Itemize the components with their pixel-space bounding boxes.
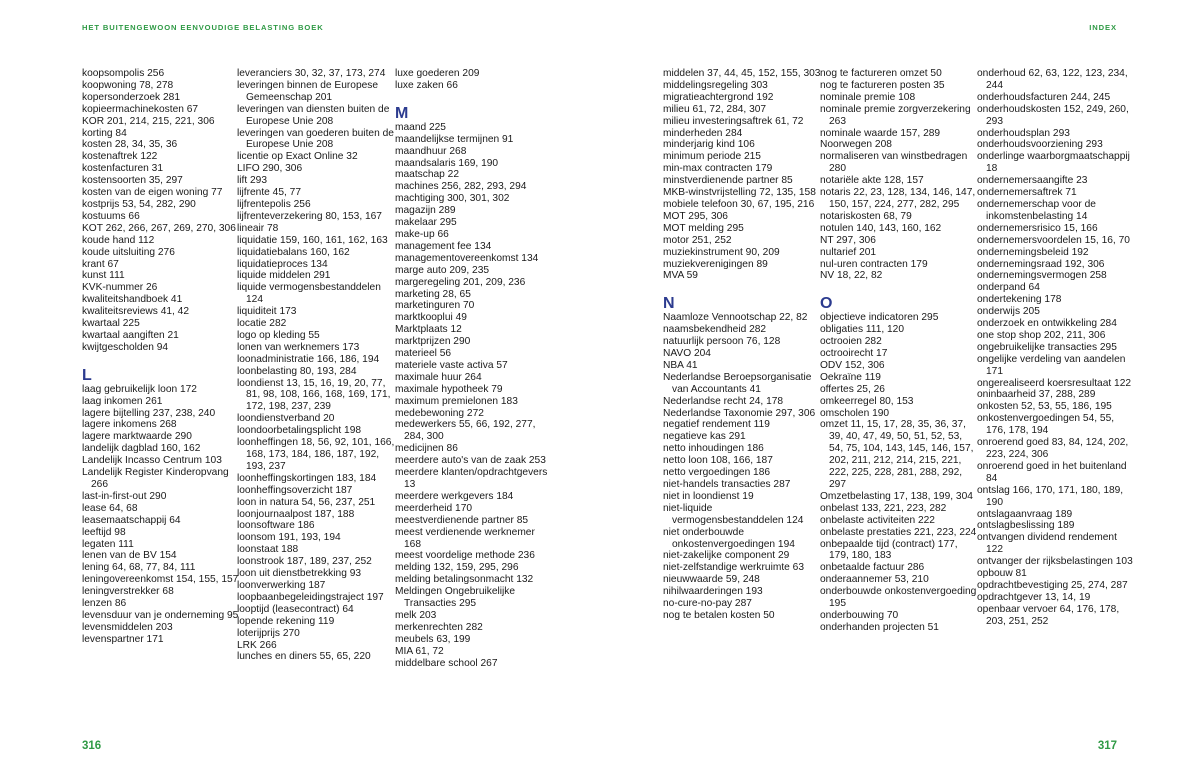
index-entry: medicijnen 86: [395, 443, 458, 455]
index-entry: one stop shop 202, 211, 306: [977, 329, 1106, 341]
index-entry: meest voordelige methode 236: [395, 550, 535, 562]
index-entry: medewerkers 55, 66, 192, 277, 284, 300: [395, 419, 536, 443]
index-entry: netto inhoudingen 186: [663, 443, 764, 455]
index-entry: lease 64, 68: [82, 502, 138, 514]
index-entry: onderhoudsfacturen 244, 245: [977, 91, 1111, 103]
index-entry: kostenaftrek 122: [82, 151, 158, 163]
index-entry: niet in loondienst 19: [663, 490, 754, 502]
index-entry: MKB-winstvrijstelling 72, 135, 158: [663, 187, 816, 199]
index-entry: ongerealiseerd koersresultaat 122: [977, 377, 1132, 389]
index-entry: Nederlandse Taxonomie 297, 306: [663, 407, 816, 419]
index-entry: niet-liquide vermogensbestanddelen 124: [663, 502, 804, 526]
index-entry: onbelaste prestaties 221, 223, 224: [820, 526, 977, 538]
index-entry: lening 64, 68, 77, 84, 111: [82, 562, 196, 574]
index-entry: liquide vermogensbestanddelen 124: [237, 282, 381, 306]
index-entry: maximale huur 264: [395, 371, 482, 383]
index-entry: naamsbekendheid 282: [663, 324, 767, 336]
index-entry: kwartaal 225: [82, 318, 140, 330]
index-entry: laag inkomen 261: [82, 395, 163, 407]
index-entry: loondoorbetalingsplicht 198: [237, 425, 362, 437]
index-entry: liquidatiebalans 160, 162: [237, 246, 350, 258]
index-entry: lijfrente 45, 77: [237, 187, 301, 199]
index-entry: Meldingen Ongebruikelijke Transacties 295: [395, 586, 516, 610]
index-entry: ontslagaanvraag 189: [977, 508, 1073, 520]
index-entry: octrooien 282: [820, 336, 882, 348]
index-entry: meest verdienende werknemer 168: [395, 526, 535, 550]
index-entry: korting 84: [82, 127, 127, 139]
index-entry: onderzoek en ontwikkeling 284: [977, 318, 1117, 330]
index-entry: no-cure-no-pay 287: [663, 598, 752, 610]
index-entry: objectieve indicatoren 295: [820, 312, 939, 324]
index-entry: leveringen van diensten buiten de Europese Unie 208: [237, 103, 390, 127]
index-entry: koopsompolis 256: [82, 68, 165, 79]
index-entry: lenzen 86: [82, 598, 127, 610]
index-entry: ondernemerschap voor de inkomstenbelasting 14: [977, 198, 1096, 222]
index-entry: omzet 11, 15, 17, 28, 35, 36, 37, 39, 40, 47, 49, 50, 51, 52, 53, 54, 75, 104, 143, 145, 146, 157, 202, 211, 212, 214, 215, 221, 222, 225, 228, 281, 288, 292, 297: [820, 419, 974, 490]
index-entry: materiele vaste activa 57: [395, 359, 508, 371]
index-entry: minimum periode 215: [663, 151, 761, 163]
index-entry: NT 297, 306: [820, 234, 876, 246]
index-entry: liquidatieproces 134: [237, 258, 328, 270]
index-entry: kwartaal aangiften 21: [82, 329, 179, 341]
index-entry: kostuums 66: [82, 210, 140, 222]
index-entry: ondernemersaangifte 23: [977, 175, 1088, 187]
index-entry: merkenrechten 282: [395, 621, 483, 633]
index-entry: machines 256, 282, 293, 294: [395, 181, 527, 193]
index-entry: ongebruikelijke transacties 295: [977, 341, 1117, 353]
index-entry: maandsalaris 169, 190: [395, 157, 499, 169]
index-entry: nog te betalen kosten 50: [663, 609, 775, 621]
index-entry: loonsoftware 186: [237, 520, 315, 532]
index-letter-heading: M: [395, 104, 409, 122]
index-entry: lagere inkomens 268: [82, 419, 177, 431]
index-entry: nog te factureren posten 35: [820, 79, 945, 91]
index-entry: min-max contracten 179: [663, 163, 773, 175]
index-entry: margeregeling 201, 209, 236: [395, 276, 526, 288]
index-entry: loonjournaalpost 187, 188: [237, 508, 355, 520]
index-entry: managementovereenkomst 134: [395, 252, 539, 264]
index-entry: onkostenvergoedingen 54, 55, 176, 178, 194: [977, 413, 1115, 437]
index-entry: onderhoudskosten 152, 249, 260, 293: [977, 103, 1129, 127]
index-entry: maximale hypotheek 79: [395, 383, 503, 395]
index-entry: loonbelasting 80, 193, 284: [237, 365, 357, 377]
index-entry: openbaar vervoer 64, 176, 178, 203, 251, 252: [977, 603, 1120, 627]
index-entry: onderwijs 205: [977, 306, 1040, 318]
index-entry: obligaties 111, 120: [820, 324, 905, 336]
index-entry: LRK 266: [237, 639, 277, 651]
index-entry: luxe zaken 66: [395, 79, 458, 91]
index-entry: koopwoning 78, 278: [82, 79, 174, 91]
index-entry: opdrachtgever 13, 14, 19: [977, 591, 1091, 603]
index-entry: offertes 25, 26: [820, 383, 885, 395]
index-entry: onderhanden projecten 51: [820, 621, 939, 633]
index-entry: laag gebruikelijk loon 172: [82, 383, 197, 395]
index-entry: kwaliteitsreviews 41, 42: [82, 306, 190, 318]
index-entry: KVK-nummer 26: [82, 282, 158, 294]
index-entry: oninbaarheid 37, 288, 289: [977, 389, 1096, 401]
index-entry: loondienstverband 20: [237, 413, 335, 425]
index-entry: meerdere klanten/opdrachtgevers 13: [395, 467, 548, 490]
index-entry: leveringen van goederen buiten de Europese Unie 208: [237, 127, 394, 151]
index-entry: loonheffingsoverzicht 187: [237, 484, 353, 496]
index-entry: Nederlandse recht 24, 178: [663, 395, 784, 407]
index-entry: onderaannemer 53, 210: [820, 574, 929, 586]
index-entry: ondertekening 178: [977, 294, 1062, 306]
index-entry: maandhuur 268: [395, 145, 467, 157]
index-entry: onderhoudsvoorziening 293: [977, 139, 1103, 151]
index-entry: melk 203: [395, 609, 437, 621]
index-entry: MOT melding 295: [663, 222, 744, 234]
index-entry: ongelijke verdeling van aandelen 171: [977, 353, 1126, 377]
index-entry: legaten 111: [82, 538, 134, 550]
index-entry: lunches en diners 55, 65, 220: [237, 651, 371, 663]
index-entry: KOR 201, 214, 215, 221, 306: [82, 115, 215, 127]
index-column-3: [395, 68, 553, 670]
index-entry: leveringen binnen de Europese Gemeenschap 201: [237, 79, 379, 103]
index-entry: krant 67: [82, 258, 119, 270]
index-entry: LIFO 290, 306: [237, 163, 303, 175]
index-entry: middelen 37, 44, 45, 152, 155, 303: [663, 68, 821, 79]
index-entry: minderjarig kind 106: [663, 139, 755, 151]
index-entry: onderhoudsplan 293: [977, 127, 1070, 139]
index-entry: Landelijk Register Kinderopvang 266: [82, 467, 229, 490]
index-entry: ondernemingsraad 192, 306: [977, 258, 1105, 270]
index-entry: lineair 78: [237, 222, 279, 234]
index-entry: omkeerregel 80, 153: [820, 395, 914, 407]
index-entry: middelbare school 267: [395, 657, 498, 669]
index-column-4: [663, 68, 821, 622]
index-entry: logo op kleding 55: [237, 329, 320, 341]
index-entry: opbouw 81: [977, 568, 1027, 580]
index-entry: machtiging 300, 301, 302: [395, 193, 510, 205]
index-entry: kosten van de eigen woning 77: [82, 187, 223, 199]
index-entry: onkosten 52, 53, 55, 186, 195: [977, 401, 1112, 413]
index-entry: minderheden 284: [663, 127, 743, 139]
index-entry: leeftijd 98: [82, 526, 126, 538]
index-entry: niet-zakelijke component 29: [663, 550, 790, 562]
index-entry: onderhoud 62, 63, 122, 123, 234, 244: [977, 68, 1128, 91]
index-entry: NV 18, 22, 82: [820, 270, 883, 282]
index-entry: lift 293: [237, 175, 268, 187]
index-entry: make-up 66: [395, 228, 449, 240]
index-entry: onderlinge waarborgmaatschappij 18: [977, 151, 1130, 175]
index-entry: locatie 282: [237, 318, 287, 330]
index-entry: Nederlandse Beroepsorganisatie van Accountants 41: [663, 371, 812, 395]
index-entry: loonstaat 188: [237, 544, 299, 556]
index-entry: nominale premie zorgverzekering 263: [820, 103, 971, 127]
index-entry: notaris 22, 23, 128, 134, 146, 147, 150, 157, 224, 277, 282, 295: [820, 187, 976, 210]
index-entry: muziekinstrument 90, 209: [663, 246, 780, 258]
index-entry: motor 251, 252: [663, 234, 732, 246]
index-entry: Oekraïne 119: [820, 371, 881, 383]
index-entry: leningverstrekker 68: [82, 586, 174, 598]
index-entry: milieu 61, 72, 284, 307: [663, 103, 767, 115]
index-entry: nul-uren contracten 179: [820, 258, 928, 270]
index-entry: octrooirecht 17: [820, 348, 888, 360]
index-entry: makelaar 295: [395, 217, 457, 229]
index-entry: onbelaste activiteiten 222: [820, 514, 935, 526]
index-entry: Naamloze Vennootschap 22, 82: [663, 312, 808, 324]
index-entry: luxe goederen 209: [395, 68, 480, 79]
index-entry: loopbaanbegeleidingstraject 197: [237, 591, 384, 603]
page-number-left: 316: [82, 740, 102, 752]
index-entry: leasemaatschappij 64: [82, 514, 181, 526]
index-entry: melding betalingsonmacht 132: [395, 574, 534, 586]
index-entry: meerderheid 170: [395, 502, 473, 514]
index-entry: levenspartner 171: [82, 633, 164, 645]
index-entry: maandelijkse termijnen 91: [395, 133, 514, 145]
index-entry: licentie op Exact Online 32: [237, 151, 358, 163]
index-entry: lonen van werknemers 173: [237, 341, 360, 353]
index-entry: ondernemersrisico 15, 166: [977, 222, 1098, 234]
index-column-2: [237, 68, 395, 663]
index-entry: milieu investeringsaftrek 61, 72: [663, 115, 804, 127]
index-entry: maatschap 22: [395, 169, 459, 181]
index-entry: opdrachtbevestiging 25, 274, 287: [977, 579, 1128, 591]
index-entry: kwijtgescholden 94: [82, 341, 169, 353]
index-entry: marktprijzen 290: [395, 336, 471, 348]
index-entry: levensduur van je onderneming 95: [82, 609, 239, 621]
index-entry: lagere bijtelling 237, 238, 240: [82, 407, 216, 419]
index-entry: loonverwerking 187: [237, 579, 326, 591]
index-entry: meerdere auto's van de zaak 253: [395, 455, 546, 467]
index-column-5: [820, 68, 978, 634]
page-number-right: 317: [1097, 740, 1117, 752]
index-entry: loonstrook 187, 189, 237, 252: [237, 556, 372, 568]
index-entry: notariële akte 128, 157: [820, 175, 924, 187]
index-entry: minstverdienende partner 85: [663, 175, 793, 187]
index-entry: meubels 63, 199: [395, 633, 471, 645]
index-entry: koude hand 112: [82, 234, 155, 246]
index-entry: management fee 134: [395, 240, 492, 252]
index-entry: marktkooplui 49: [395, 312, 467, 324]
index-entry: nominale waarde 157, 289: [820, 127, 941, 139]
index-entry: natuurlijk persoon 76, 128: [663, 336, 781, 348]
index-entry: nog te factureren omzet 50: [820, 68, 942, 79]
index-entry: onroerend goed in het buitenland 84: [977, 460, 1127, 484]
index-entry: ondernemingsbeleid 192: [977, 246, 1089, 258]
index-entry: looptijd (leasecontract) 64: [237, 603, 354, 615]
index-entry: MVA 59: [663, 270, 698, 282]
index-entry: marketing 28, 65: [395, 288, 471, 300]
index-entry: MIA 61, 72: [395, 645, 444, 657]
index-entry: Marktplaats 12: [395, 324, 462, 336]
index-entry: middelingsregeling 303: [663, 79, 768, 91]
index-entry: loterijprijs 270: [237, 627, 300, 639]
index-entry: loon in natura 54, 56, 237, 251: [237, 496, 376, 508]
index-entry: onderbouwing 70: [820, 609, 899, 621]
index-entry: kopieermachinekosten 67: [82, 103, 199, 115]
index-entry: niet onderbouwde onkostenvergoedingen 194: [663, 526, 795, 550]
index-entry: ondernemingsvermogen 258: [977, 270, 1107, 282]
index-entry: onbelast 133, 221, 223, 282: [820, 502, 947, 514]
index-entry: materieel 56: [395, 348, 452, 360]
index-entry: loonheffingen 18, 56, 92, 101, 166, 168, 173, 184, 186, 187, 192, 193, 237: [237, 437, 395, 472]
index-entry: kostenfacturen 31: [82, 163, 163, 175]
index-entry: kwaliteitshandboek 41: [82, 294, 183, 306]
index-entry: onbetaalde factuur 286: [820, 562, 925, 574]
index-entry: marge auto 209, 235: [395, 264, 490, 276]
index-entry: loon uit dienstbetrekking 93: [237, 568, 362, 580]
index-entry: meerdere werkgevers 184: [395, 490, 514, 502]
index-entry: kostprijs 53, 54, 282, 290: [82, 198, 196, 210]
index-entry: KOT 262, 266, 267, 269, 270, 306: [82, 222, 236, 234]
index-entry: koude uitsluiting 276: [82, 246, 175, 258]
index-entry: mobiele telefoon 30, 67, 195, 216: [663, 198, 815, 210]
index-entry: muziekverenigingen 89: [663, 258, 768, 270]
index-entry: kunst 111: [82, 270, 125, 282]
index-entry: lijfrenteverzekering 80, 153, 167: [237, 210, 382, 222]
index-entry: Omzetbelasting 17, 138, 199, 304: [820, 490, 973, 502]
index-entry: last-in-first-out 290: [82, 490, 167, 502]
index-entry: netto vergoedingen 186: [663, 467, 771, 479]
index-column-1: [82, 68, 240, 646]
index-entry: kosten 28, 34, 35, 36: [82, 139, 178, 151]
index-entry: meestverdienende partner 85: [395, 514, 529, 526]
index-entry: Noorwegen 208: [820, 139, 892, 151]
index-entry: onderbouwde onkostenvergoeding 195: [820, 586, 977, 610]
index-entry: leningovereenkomst 154, 155, 157: [82, 574, 239, 586]
index-entry: normaliseren van winstbedragen 280: [820, 151, 968, 175]
index-entry: magazijn 289: [395, 205, 456, 217]
index-entry: maximum premielonen 183: [395, 395, 518, 407]
index-entry: migratieachtergrond 192: [663, 91, 774, 103]
index-entry: nieuwwaarde 59, 248: [663, 574, 760, 586]
index-entry: ontvanger der rijksbelastingen 103: [977, 556, 1133, 568]
index-entry: niet-handels transacties 287: [663, 479, 791, 490]
running-header-right: INDEX: [1089, 23, 1117, 32]
index-entry: lijfrentepolis 256: [237, 198, 311, 210]
index-entry: lenen van de BV 154: [82, 550, 177, 562]
index-entry: nultarief 201: [820, 246, 877, 258]
index-entry: onroerend goed 83, 84, 124, 202, 223, 224, 306: [977, 437, 1129, 460]
index-entry: notariskosten 68, 79: [820, 210, 912, 222]
index-entry: melding 132, 159, 295, 296: [395, 562, 519, 574]
index-entry: levensmiddelen 203: [82, 621, 173, 633]
index-entry: marketinguren 70: [395, 300, 475, 312]
index-entry: MOT 295, 306: [663, 210, 728, 222]
index-entry: lagere marktwaarde 290: [82, 431, 192, 443]
index-entry: ondernemersaftrek 71: [977, 187, 1077, 199]
index-entry: ODV 152, 306: [820, 359, 885, 371]
index-letter-heading: L: [82, 366, 92, 384]
index-entry: leveranciers 30, 32, 37, 173, 274: [237, 68, 386, 79]
index-entry: liquidatie 159, 160, 161, 162, 163: [237, 234, 388, 246]
index-entry: nihilwaarderingen 193: [663, 586, 763, 598]
index-entry: loonsom 191, 193, 194: [237, 532, 341, 544]
running-header-left: HET BUITENGEWOON EENVOUDIGE BELASTING BOEK: [82, 23, 324, 32]
index-entry: loonheffingskortingen 183, 184: [237, 472, 377, 484]
index-column-6: [977, 68, 1135, 628]
index-letter-heading: O: [820, 295, 833, 313]
index-entry: netto loon 108, 166, 187: [663, 455, 773, 467]
index-entry: kostensoorten 35, 297: [82, 175, 183, 187]
index-entry: loonadministratie 166, 186, 194: [237, 353, 380, 365]
index-entry: ontslag 166, 170, 171, 180, 189, 190: [977, 484, 1124, 508]
index-entry: NBA 41: [663, 359, 698, 371]
index-entry: ontslagbeslissing 189: [977, 520, 1075, 532]
index-entry: medebewoning 272: [395, 407, 484, 419]
index-entry: ondernemersvoordelen 15, 16, 70: [977, 234, 1130, 246]
index-entry: ontvangen dividend rendement 122: [977, 532, 1117, 556]
index-entry: onderpand 64: [977, 282, 1040, 294]
index-entry: onbepaalde tijd (contract) 177, 179, 180, 183: [820, 538, 958, 562]
index-entry: lopende rekening 119: [237, 615, 335, 627]
index-entry: NAVO 204: [663, 348, 711, 360]
index-entry: loondienst 13, 15, 16, 19, 20, 77, 81, 98, 108, 166, 168, 169, 171, 172, 198, 237, 239: [237, 377, 391, 413]
index-letter-heading: N: [663, 295, 675, 313]
index-entry: kopersonderzoek 281: [82, 91, 180, 103]
index-entry: Landelijk Incasso Centrum 103: [82, 455, 222, 467]
index-entry: niet-zelfstandige werkruimte 63: [663, 562, 804, 574]
index-entry: liquiditeit 173: [237, 306, 297, 318]
index-entry: nominale premie 108: [820, 91, 916, 103]
index-entry: omscholen 190: [820, 407, 890, 419]
index-entry: liquide middelen 291: [237, 270, 331, 282]
index-entry: notulen 140, 143, 160, 162: [820, 222, 942, 234]
index-entry: negatieve kas 291: [663, 431, 746, 443]
index-entry: landelijk dagblad 160, 162: [82, 443, 201, 455]
index-entry: negatief rendement 119: [663, 419, 770, 431]
index-entry: maand 225: [395, 121, 446, 133]
